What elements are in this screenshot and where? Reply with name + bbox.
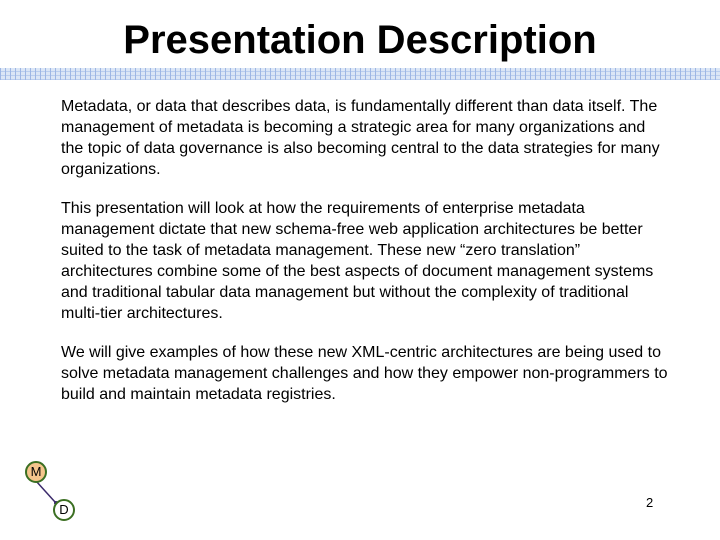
node-d-badge: D (53, 499, 75, 521)
connector-line (36, 481, 55, 502)
slide-body (61, 96, 671, 423)
title-divider-bar (0, 68, 720, 80)
paragraph-metadata-intro: Metadata, or data that describes data, is fundamentally different than data itself. The management of metadata is becoming a strategic area for many organizations and the topic of data governance is also becoming central to the data strategies for many organizations. (61, 98, 660, 178)
paragraph-presentation-scope: This presentation will look at how the requirements of enterprise metadata management dictate that new schema-free web application architectures be better suited to the task of metadata management. These new “zero translation” architectures combine some of the best aspects of document management systems and traditional tabular data management but without the complexity of traditional multi-tier architectures. (61, 200, 654, 322)
paragraph-examples: We will give examples of how these new XML-centric architectures are being used to solve metadata management challenges and how they empower non-programmers to build and maintain metadata registries. (61, 344, 668, 403)
node-m-badge: M (25, 461, 47, 483)
page-number: 2 (646, 495, 654, 510)
slide-title: Presentation Description (123, 18, 597, 62)
